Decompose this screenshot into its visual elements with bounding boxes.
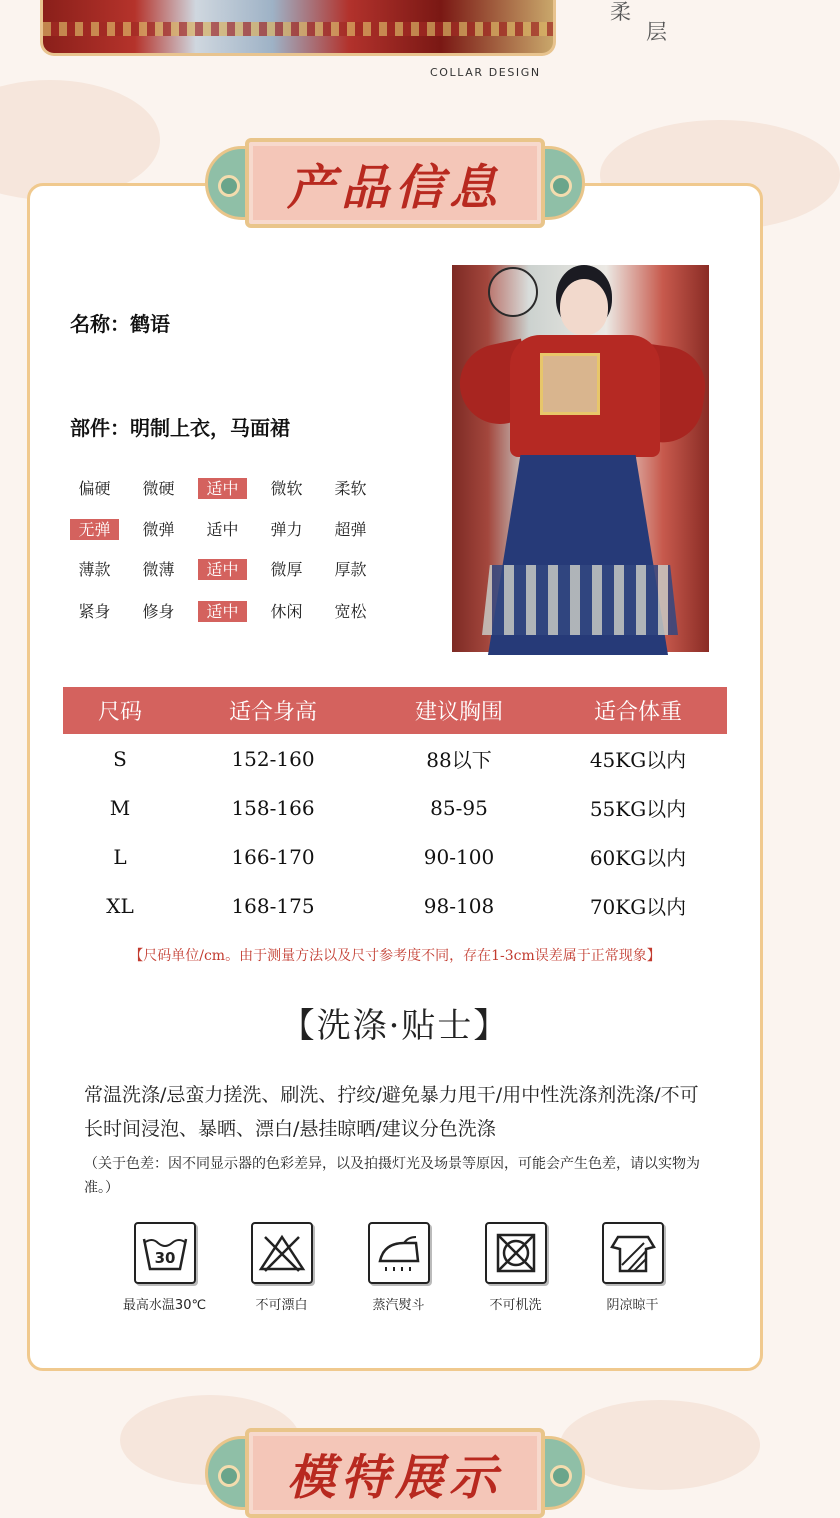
attribute-option: 薄款 — [78, 560, 111, 579]
attribute-option-selected: 无弹 — [70, 519, 119, 540]
care-icon-label: 蒸汽熨斗 — [372, 1298, 425, 1313]
product-parts — [70, 412, 290, 441]
attribute-row — [70, 559, 390, 581]
size-table-header — [63, 687, 727, 734]
weight-cell: 70KG以内 — [589, 895, 687, 919]
collar-design-caption: COLLAR DESIGN — [430, 66, 541, 79]
attribute-row — [70, 519, 390, 541]
size-cell: L — [113, 844, 127, 869]
attribute-option: 适中 — [206, 520, 239, 539]
size-cell: XL — [106, 893, 134, 918]
weight-cell: 45KG以内 — [589, 748, 687, 772]
care-icons — [106, 1222, 691, 1313]
attribute-option: 紧身 — [78, 602, 111, 621]
attribute-option-selected: 适中 — [198, 559, 247, 580]
care-icon-item — [106, 1222, 223, 1313]
product-parts-value: 明制上衣，马面裙 — [130, 416, 290, 440]
attribute-option: 微薄 — [142, 560, 175, 579]
bust-cell: 90-100 — [423, 844, 495, 869]
header-bust: 建议胸围 — [414, 700, 503, 725]
attribute-option-selected: 适中 — [198, 601, 247, 622]
no-bleach-icon — [251, 1222, 313, 1284]
product-name — [70, 308, 170, 337]
size-note: 【尺码单位/cm。由于测量方法以及尺寸参考度不同，存在1-3cm误差属于正常现象】 — [129, 948, 661, 964]
side-char: 层 — [646, 20, 667, 44]
height-cell: 152-160 — [231, 746, 315, 771]
attribute-option: 弹力 — [270, 520, 303, 539]
shade-dry-icon — [602, 1222, 664, 1284]
cloud-decoration — [0, 80, 160, 200]
svg-text:30: 30 — [154, 1249, 175, 1267]
size-table — [63, 687, 727, 930]
weight-cell: 55KG以内 — [589, 797, 687, 821]
attribute-option: 休闲 — [270, 602, 303, 621]
attribute-option: 超弹 — [334, 520, 367, 539]
care-icon-label: 不可机洗 — [489, 1298, 542, 1313]
attribute-option-selected: 适中 — [198, 478, 247, 499]
section-banner — [205, 138, 585, 228]
attribute-option: 厚款 — [334, 560, 367, 579]
attribute-option: 微弹 — [142, 520, 175, 539]
product-parts-label: 部件： — [70, 416, 130, 440]
color-disclaimer: （关于色差：因不同显示器的色彩差异，以及拍摄灯光及场景等原因，可能会产生色差，请以实物为准。） — [84, 1156, 700, 1196]
attribute-option: 微厚 — [270, 560, 303, 579]
steam-iron-icon — [368, 1222, 430, 1284]
table-row — [63, 881, 727, 930]
size-cell: S — [113, 746, 127, 771]
banner-plate — [245, 138, 545, 228]
attribute-option: 偏硬 — [78, 479, 111, 498]
header-weight: 适合体重 — [593, 700, 682, 725]
weight-cell: 60KG以内 — [589, 846, 687, 870]
wash-instructions: 常温洗涤/忌蛮力搓洗、刷洗、拧绞/避免暴力甩干/用中性洗涤剂洗涤/不可长时间浸泡、暴晒、漂白/悬挂晾晒/建议分色洗涤 — [84, 1084, 699, 1140]
attribute-row — [70, 601, 390, 623]
product-name-label: 名称： — [70, 312, 130, 336]
table-row — [63, 832, 727, 881]
next-section-title: 模特展示 — [286, 1449, 503, 1506]
product-model-photo — [452, 265, 709, 652]
wash-tips-title: 【洗涤·贴士】 — [280, 1006, 510, 1046]
height-cell: 168-175 — [231, 893, 315, 918]
product-name-value: 鹤语 — [130, 312, 170, 336]
height-cell: 158-166 — [231, 795, 315, 820]
header-height: 适合身高 — [228, 700, 317, 725]
care-icon-item — [223, 1222, 340, 1313]
care-icon-label: 阴凉晾干 — [606, 1298, 659, 1313]
attribute-option: 修身 — [142, 602, 175, 621]
wash-30-icon — [134, 1222, 196, 1284]
care-icon-label: 最高水温30℃ — [122, 1298, 207, 1313]
attribute-option: 宽松 — [334, 602, 367, 621]
cloud-decoration — [560, 1400, 760, 1490]
collar-detail-photo — [40, 0, 556, 56]
table-row — [63, 783, 727, 832]
banner-plate — [245, 1428, 545, 1518]
side-char: 柔 — [610, 0, 631, 24]
attribute-option: 柔软 — [334, 479, 367, 498]
attribute-option: 微硬 — [142, 479, 175, 498]
care-icon-item — [574, 1222, 691, 1313]
bust-cell: 98-108 — [423, 893, 495, 918]
section-title: 产品信息 — [286, 159, 503, 216]
no-machine-wash-icon — [485, 1222, 547, 1284]
height-cell: 166-170 — [231, 844, 315, 869]
header-size: 尺码 — [97, 700, 142, 725]
care-icon-item — [340, 1222, 457, 1313]
attribute-option: 微软 — [270, 479, 303, 498]
care-icon-item — [457, 1222, 574, 1313]
size-cell: M — [109, 795, 131, 820]
bust-cell: 88以下 — [426, 748, 492, 772]
table-row — [63, 734, 727, 783]
attribute-row — [70, 478, 390, 500]
bust-cell: 85-95 — [430, 795, 488, 820]
care-icon-label: 不可漂白 — [255, 1298, 308, 1313]
next-section-banner — [205, 1428, 585, 1518]
